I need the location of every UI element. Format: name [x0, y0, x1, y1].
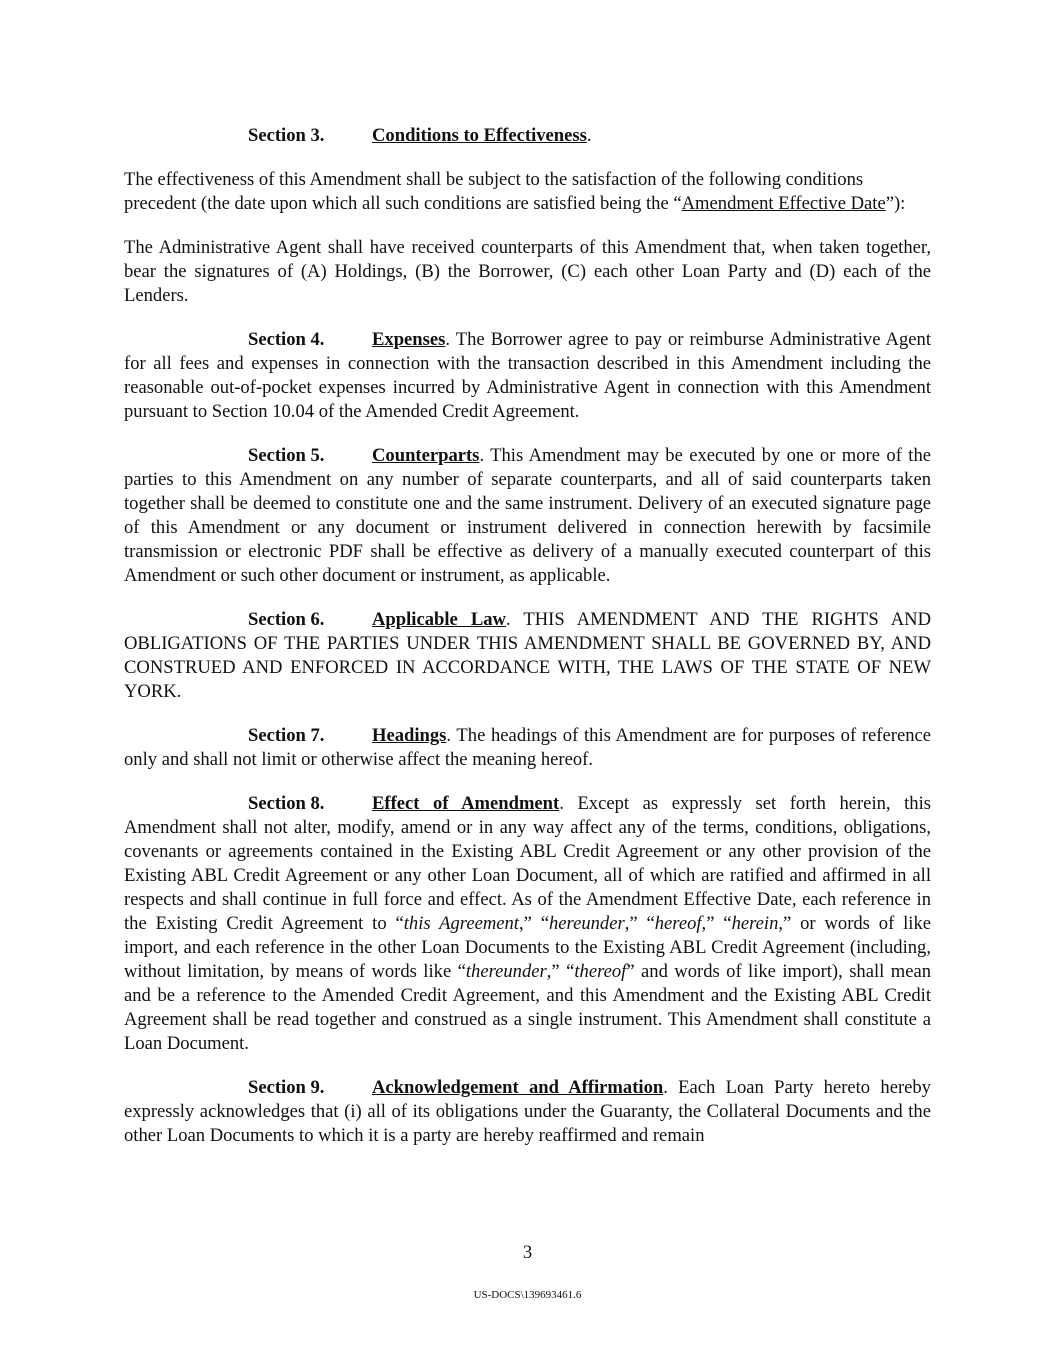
section-8-label: Section 8.: [248, 793, 325, 814]
section-8-title: Effect of Amendment: [372, 793, 560, 814]
section-9-label: Section 9.: [248, 1077, 325, 1098]
section-3-p1-end: ”):: [885, 193, 906, 214]
section-8-body-part: ,” or words of like import, and each reference in the other Loan Documents to the Existing ABL Credit Agreement (including, without limitation, by means of words like “: [124, 913, 931, 982]
section-4-body: . The Borrower agree to pay or reimburse Administrative Agent for all fees and expenses in connection with the transaction described in this Amendment including the reasonable out-of-pocket expenses incurred by Administrative Agent in connection with this Amendment pursuant to Section 10.04 of the Amended Credit Agreement.: [124, 329, 931, 422]
section-6-paragraph: [124, 608, 931, 704]
section-3-title-punct: .: [586, 125, 592, 146]
section-8-body-part: ,” “: [518, 913, 549, 934]
page-number: 3: [522, 1242, 533, 1263]
section-6-title: Applicable Law: [372, 609, 506, 630]
section-4-title: Expenses: [372, 329, 446, 350]
italic-term: thereof: [574, 961, 627, 982]
section-5-title: Counterparts: [372, 445, 480, 466]
section-5-paragraph: [124, 444, 931, 588]
italic-term: hereof: [654, 913, 702, 934]
section-3-paragraph-2: The Administrative Agent shall have received counterparts of this Amendment that, when taken together, bear the signatures of (A) Holdings, (B) the Borrower, (C) each other Loan Party and (D) each of the Lenders.: [124, 237, 931, 306]
section-8-body-part: ,” “: [624, 913, 655, 934]
section-3-paragraph-1: [124, 168, 931, 216]
section-3-p1-text: The effectiveness of this Amendment shall be subject to the satisfaction of the following conditions precedent (the date upon which all such conditions are satisfied being the “: [124, 169, 864, 214]
section-9-paragraph: [124, 1076, 931, 1148]
section-5-label: Section 5.: [248, 445, 325, 466]
section-3-heading: [124, 124, 931, 148]
section-9-title: Acknowledgement and Affirmation: [372, 1077, 664, 1098]
section-4-label: Section 4.: [248, 329, 325, 350]
document-page: [124, 124, 931, 1168]
document-id: US-DOCS\139693461.6: [473, 1289, 582, 1301]
section-8-body-part: . Except as expressly set forth herein, this Amendment shall not alter, modify, amend or in any way affect any of the terms, conditions, obligations, covenants or agreements contained in the Existing ABL Credit Agreement or any other provision of the Existing ABL Credit Agreement or any other Loan Document, all of which are ratified and affirmed in all respects and shall continue in full force and effect. As of the Amendment Effective Date, each reference in the Existing Credit Agreement to “: [124, 793, 931, 934]
section-8-body-part: ,” “: [546, 961, 575, 982]
section-8-body-part: ,” “: [701, 913, 732, 934]
italic-term: thereunder: [465, 961, 547, 982]
section-7-title: Headings: [372, 725, 447, 746]
section-7-paragraph: [124, 724, 931, 772]
italic-term: hereunder: [548, 913, 625, 934]
section-9-body: . Each Loan Party hereto hereby expressly acknowledges that (i) all of its obligations under the Guaranty, the Collateral Documents and the other Loan Documents to which it is a party are hereby reaffirmed and remain: [124, 1077, 931, 1146]
defined-term-amendment-effective-date: Amendment Effective Date: [681, 193, 886, 214]
section-6-label: Section 6.: [248, 609, 325, 630]
italic-term: herein: [731, 913, 779, 934]
section-7-body: . The headings of this Amendment are for purposes of reference only and shall not limit or otherwise affect the meaning hereof.: [124, 725, 931, 770]
section-4-paragraph: [124, 328, 931, 424]
section-5-body: . This Amendment may be executed by one or more of the parties to this Amendment on any number of separate counterparts, and all of said counterparts taken together shall be deemed to constitute one and the same instrument. Delivery of an executed signature page of this Amendment or any document or instrument delivered in connection herewith by facsimile transmission or electronic PDF shall be effective as delivery of a manually executed counterpart of this Amendment or such other document or instrument, as applicable.: [124, 445, 931, 586]
section-8-paragraph: [124, 792, 931, 1056]
italic-term: this Agreement: [403, 913, 519, 934]
section-3-label: Section 3.: [248, 125, 325, 146]
section-8-body-part: ” and words of like import), shall mean and be a reference to the Amended Credit Agreement, and this Amendment and the Existing ABL Credit Agreement shall be read together and construed as a single instrument. This Amendment shall constitute a Loan Document.: [124, 961, 931, 1054]
section-6-body: . THIS AMENDMENT AND THE RIGHTS AND OBLIGATIONS OF THE PARTIES UNDER THIS AMENDMENT SHALL BE GOVERNED BY, AND CONSTRUED AND ENFORCED IN ACCORDANCE WITH, THE LAWS OF THE STATE OF NEW YORK.: [124, 609, 931, 702]
section-3-title: Conditions to Effectiveness: [372, 125, 587, 146]
section-7-label: Section 7.: [248, 725, 325, 746]
